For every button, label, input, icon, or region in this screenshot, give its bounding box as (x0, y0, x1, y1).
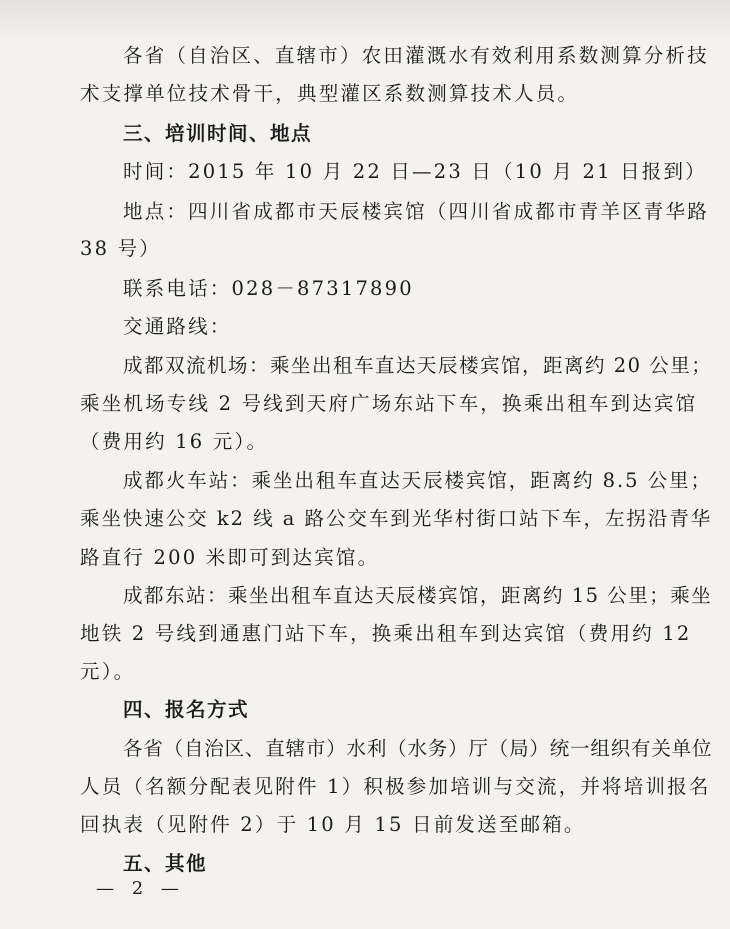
text-line: 成都东站：乘坐出租车直达天辰楼宾馆，距离约 15 公里；乘坐 (123, 584, 713, 607)
text-line: 地铁 2 号线到通惠门站下车，换乘出租车到达宾馆（费用约 12 (80, 622, 692, 645)
section-heading: 五、其他 (123, 852, 208, 875)
text-line: 乘坐机场专线 2 号线到天府广场东站下车，换乘出租车到达宾馆 (80, 392, 698, 415)
text-line: 回执表（见附件 2）于 10 月 15 日前发送至邮箱。 (80, 813, 586, 836)
text-line: 成都火车站：乘坐出租车直达天辰楼宾馆，距离约 8.5 公里； (123, 469, 712, 492)
text-line: 元）。 (80, 660, 136, 683)
page-number: — 2 — (96, 878, 185, 899)
text-line: （费用约 16 元）。 (80, 430, 269, 453)
text-line: 时间：2015 年 10 月 22 日—23 日（10 月 21 日报到） (123, 160, 707, 183)
text-line: 术支撑单位技术骨干，典型灌区系数测算技术人员。 (80, 82, 580, 105)
text-line: 人员（名额分配表见附件 1）积极参加培训与交流，并将培训报名 (80, 775, 711, 798)
text-line: 交通路线： (123, 315, 232, 338)
text-line: 乘坐快速公交 k2 线 a 路公交车到光华村街口站下车，左拐沿青华 (80, 507, 713, 530)
text-line: 38 号） (80, 237, 162, 260)
text-line: 联系电话：028－87317890 (123, 277, 414, 300)
text-line: 各省（自治区、直辖市）农田灌溉水有效利用系数测算分析技 (123, 44, 709, 67)
text-line: 地点：四川省成都市天辰楼宾馆（四川省成都市青羊区青华路 (123, 200, 709, 223)
section-heading: 三、培训时间、地点 (123, 122, 313, 145)
text-line: 各省（自治区、直辖市）水利（水务）厅（局）统一组织有关单位 (123, 737, 713, 760)
text-line: 路直行 200 米即可到达宾馆。 (80, 546, 380, 569)
scan-shadow (0, 0, 730, 40)
text-line: 成都双流机场：乘坐出租车直达天辰楼宾馆，距离约 20 公里； (123, 354, 713, 377)
section-heading: 四、报名方式 (123, 698, 250, 721)
